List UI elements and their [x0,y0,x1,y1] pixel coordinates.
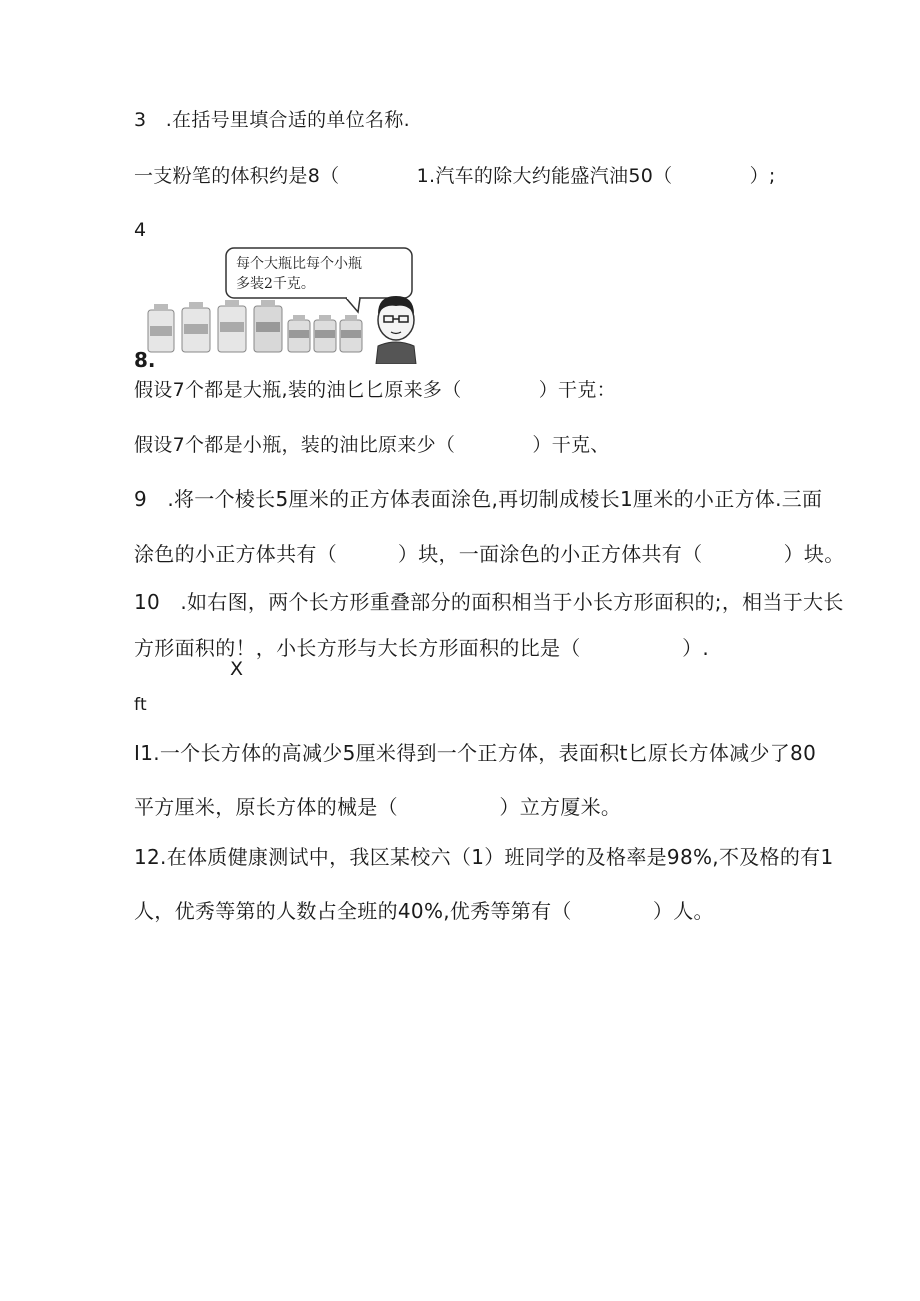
speech-line-2: 多装2千克。 [236,276,315,292]
q8-number: 8. [134,348,156,372]
boy-figure [376,296,416,364]
q10-line-2: 方形面积的！，小长方形与大长方形面积的比是（ ）. [134,636,710,660]
oil-bottles-illustration [146,246,426,364]
q3-title: 3 .在括号里填合适的单位名称. [134,109,410,131]
q10-line-1: 10 .如右图，两个长方形重叠部分的面积相当于小长方形面积的;，相当于大长 [134,590,844,614]
q12-line-1: 12.在体质健康测试中，我区某校六（1）班同学的及格率是98%,不及格的有1 [134,845,834,869]
q9-line-1: 9 .将一个棱长5厘米的正方体表面涂色,再切制成棱长1厘米的小正方体.三面 [134,487,823,511]
q10-ft: ft [134,695,147,715]
speech-line-1: 每个大瓶比每个小瓶 [236,256,362,272]
q11-line-1: I1.一个长方体的高减少5厘米得到一个正方体，表面积t匕原长方体减少了80 [134,741,817,765]
q11-line-2: 平方厘米，原长方体的械是（ ）立方厦米。 [134,795,622,819]
q10-mark: X [230,658,244,680]
q8-line-1: 假设7个都是大瓶,装的油匕匕原来多（ ）干克： [134,379,616,401]
q9-line-2: 涂色的小正方体共有（ ）块，一面涂色的小正方体共有（ ）块。 [134,542,845,566]
q3-line-1: 一支粉笔的体积约是8（ 1.汽车的除大约能盛汽油50（ ）; [134,165,776,187]
q12-line-2: 人，优秀等第的人数占全班的40%,优秀等第有（ ）人。 [134,899,714,923]
q4-label: 4 [134,219,147,241]
large-bottles [148,300,282,352]
q8-line-2: 假设7个都是小瓶，装的油比原来少（ ）干克、 [134,434,610,456]
small-bottles [288,315,362,352]
